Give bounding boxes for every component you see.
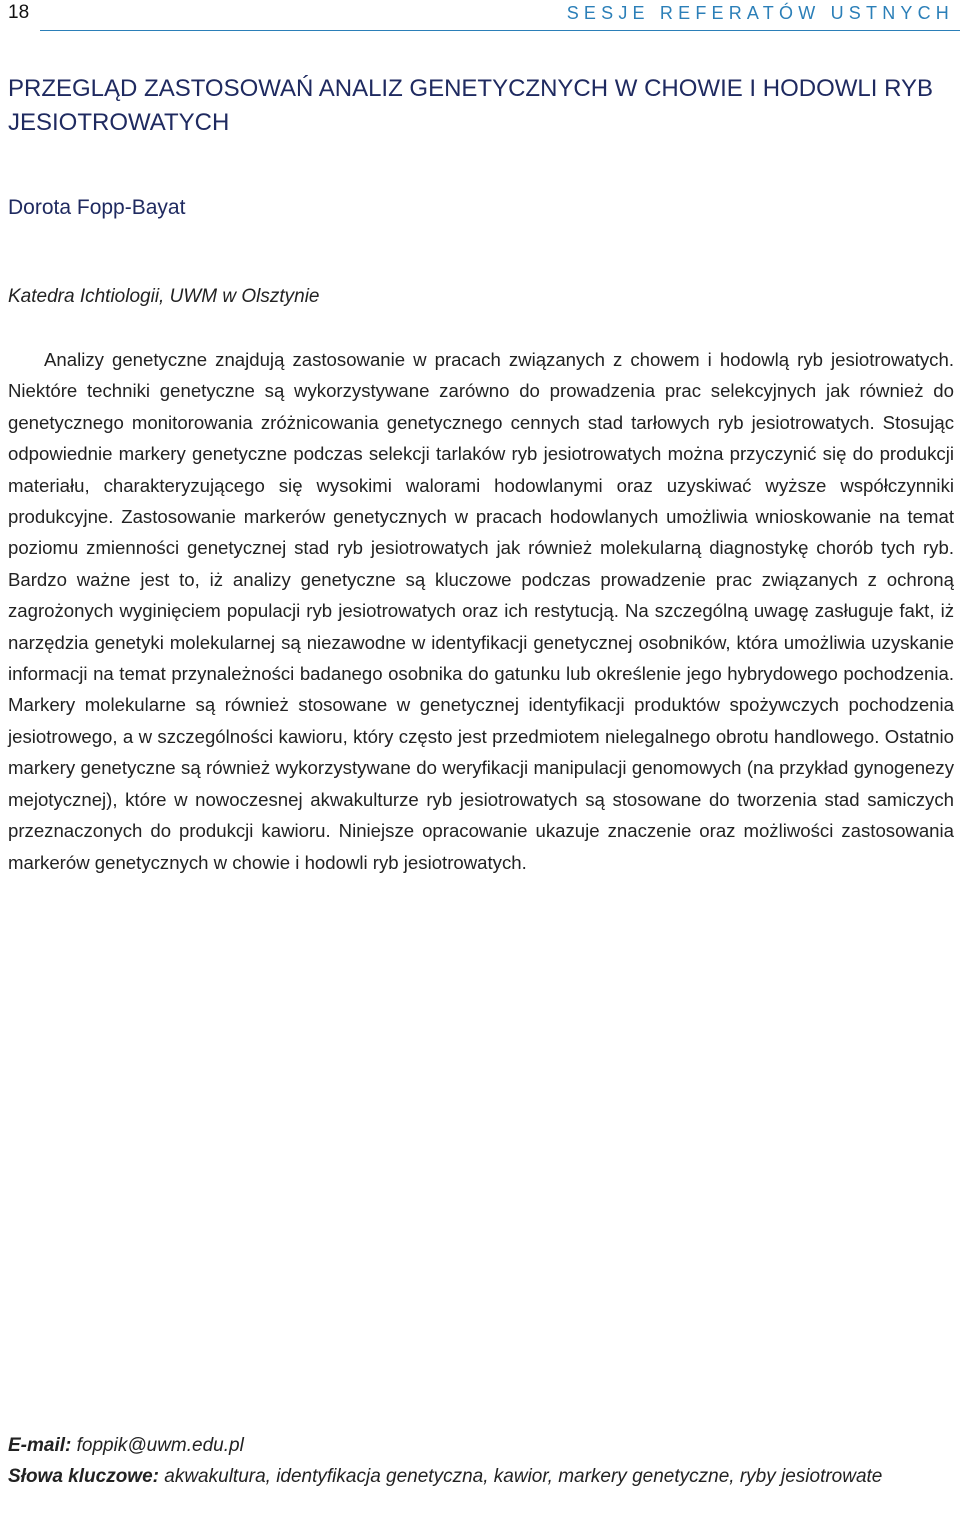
article-footer — [8, 1430, 954, 1492]
page-header — [0, 0, 960, 40]
email-line — [8, 1430, 954, 1461]
author-affiliation: Katedra Ichtiologii, UWM w Olsztynie — [8, 286, 320, 307]
keywords-list: akwakultura, identyfikacja genetyczna, kawior, markery genetyczne, ryby jesiotrowate — [164, 1466, 883, 1487]
article-title: PRZEGLĄD ZASTOSOWAŃ ANALIZ GENETYCZNYCH W CHOWIE I HODOWLI RYB JESIOTROWATYCH — [8, 75, 933, 136]
author-name: Dorota Fopp-Bayat — [8, 196, 186, 219]
email-address[interactable]: foppik@uwm.edu.pl — [76, 1435, 244, 1456]
keywords-label: Słowa kluczowe: — [8, 1466, 159, 1487]
header-divider — [40, 30, 960, 31]
section-title: SESJE REFERATÓW USTNYCH — [566, 3, 954, 23]
page-number: 18 — [8, 2, 30, 23]
abstract-text: Analizy genetyczne znajdują zastosowanie w pracach związanych z chowem i hodowlą ryb jesiotrowatych. Niektóre techniki genetyczne są wykorzystywane zarówno do prowadzenia prac selekcyjnych jak również do genetycznego monitorowania zróżnicowania genetycznego cennych stad tarłowych ryb jesiotrowatych. Stosując odpowiednie markery genetyczne podczas selekcji tarlaków ryb jesiotrowatych można przyczynić się do produkcji materiału, charakteryzującego się wysokimi walorami hodowlanymi oraz uzyskiwać wyższe współczynniki produkcyjne. Zastosowanie markerów genetycznych w pracach hodowlanych umożliwia wnioskowanie na temat poziomu zmienności genetycznej stad ryb jesiotrowatych jak również molekularną diagnostykę chorób tych ryb. Bardzo ważne jest to, iż analizy genetyczne są kluczowe podczas prowadzenie prac związanych z ochroną zagrożonych wyginięciem populacji ryb jesiotrowatych oraz ich restytucją. Na szczególną uwagę zasługuje fakt, iż narzędzia genetyki molekularnej są niezawodne w identyfikacji genetycznej osobników, która umożliwia uzyskanie informacji na temat przynależności badanego osobnika do gatunku lub określenie jego hybrydowego pochodzenia. Markery molekularne są również stosowane w genetycznej identyfikacji produktów spożywczych pochodzenia jesiotrowego, a w szczególności kawioru, który często jest przedmiotem nielegalnego obrotu handlowego. Ostatnio markery genetyczne są również wykorzystywane do weryfikacji manipulacji genomowych (na przykład gynogenezy mejotycznej), które w nowoczesnej akwakulturze ryb jesiotrowatych są stosowane do tworzenia stad samiczych przeznaczonych do produkcji kawioru. Niniejsze opracowanie ukazuje znaczenie oraz możliwości zastosowania markerów genetycznych w chowie i hodowli ryb jesiotrowatych. — [8, 349, 954, 873]
email-label: E-mail: — [8, 1435, 72, 1456]
keywords-line — [8, 1461, 954, 1492]
